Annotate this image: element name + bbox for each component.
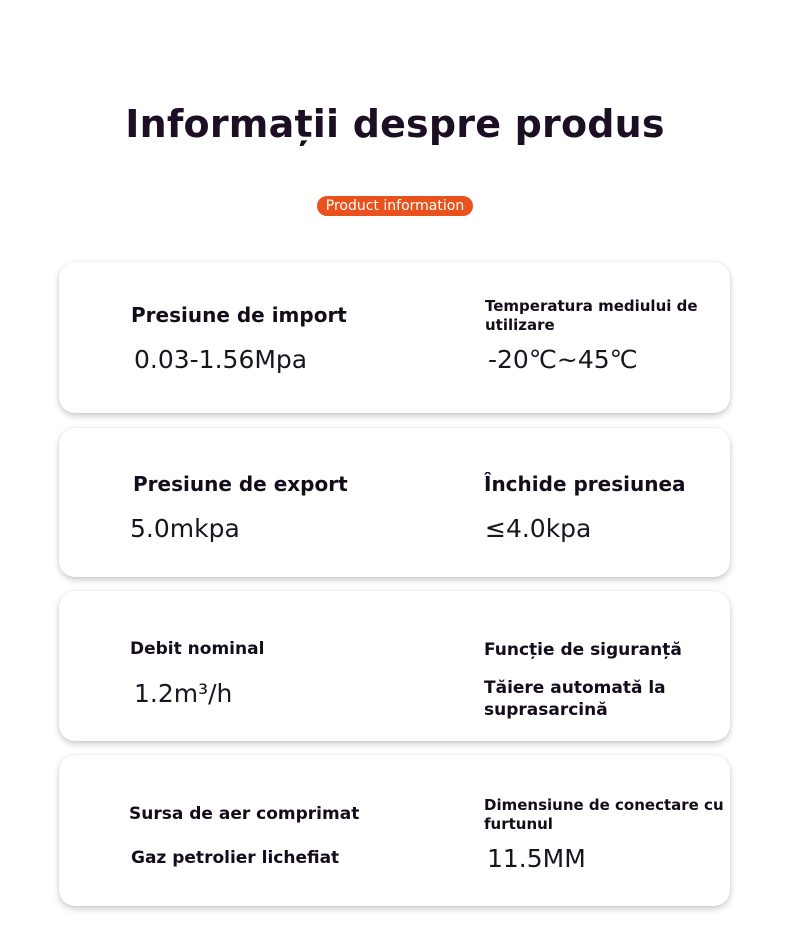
hose-connection-value: 11.5MM <box>487 844 586 873</box>
gas-source-label: Sursa de aer comprimat <box>129 804 360 824</box>
spec-card-pressure-temperature <box>59 262 730 413</box>
safety-function-value: Tăiere automată la suprasarcină <box>484 678 666 720</box>
operating-temperature-value: -20℃~45℃ <box>488 345 638 374</box>
spec-card-export-close-pressure <box>59 428 730 577</box>
operating-temperature-label: Temperatura mediului de utilizare <box>485 297 698 334</box>
hose-connection-label: Dimensiune de conectare cu furtunul <box>484 796 724 833</box>
import-pressure-value: 0.03-1.56Mpa <box>134 345 308 374</box>
nominal-flow-label: Debit nominal <box>130 639 265 659</box>
nominal-flow-value: 1.2m³/h <box>134 679 233 708</box>
product-information-badge: Product information <box>317 196 473 216</box>
spec-card-gas-hose <box>59 755 730 906</box>
export-pressure-label: Presiune de export <box>133 472 348 496</box>
close-pressure-value: ≤4.0kpa <box>485 514 592 543</box>
page-title: Informații despre produs <box>125 102 665 146</box>
close-pressure-label: Închide presiunea <box>484 472 686 496</box>
export-pressure-value: 5.0mkpa <box>130 514 240 543</box>
safety-function-label: Funcție de siguranță <box>484 640 682 660</box>
gas-source-value: Gaz petrolier lichefiat <box>131 848 340 868</box>
badge-wrapper <box>0 196 790 216</box>
import-pressure-label: Presiune de import <box>131 303 347 327</box>
spec-card-flow-safety <box>59 591 730 741</box>
